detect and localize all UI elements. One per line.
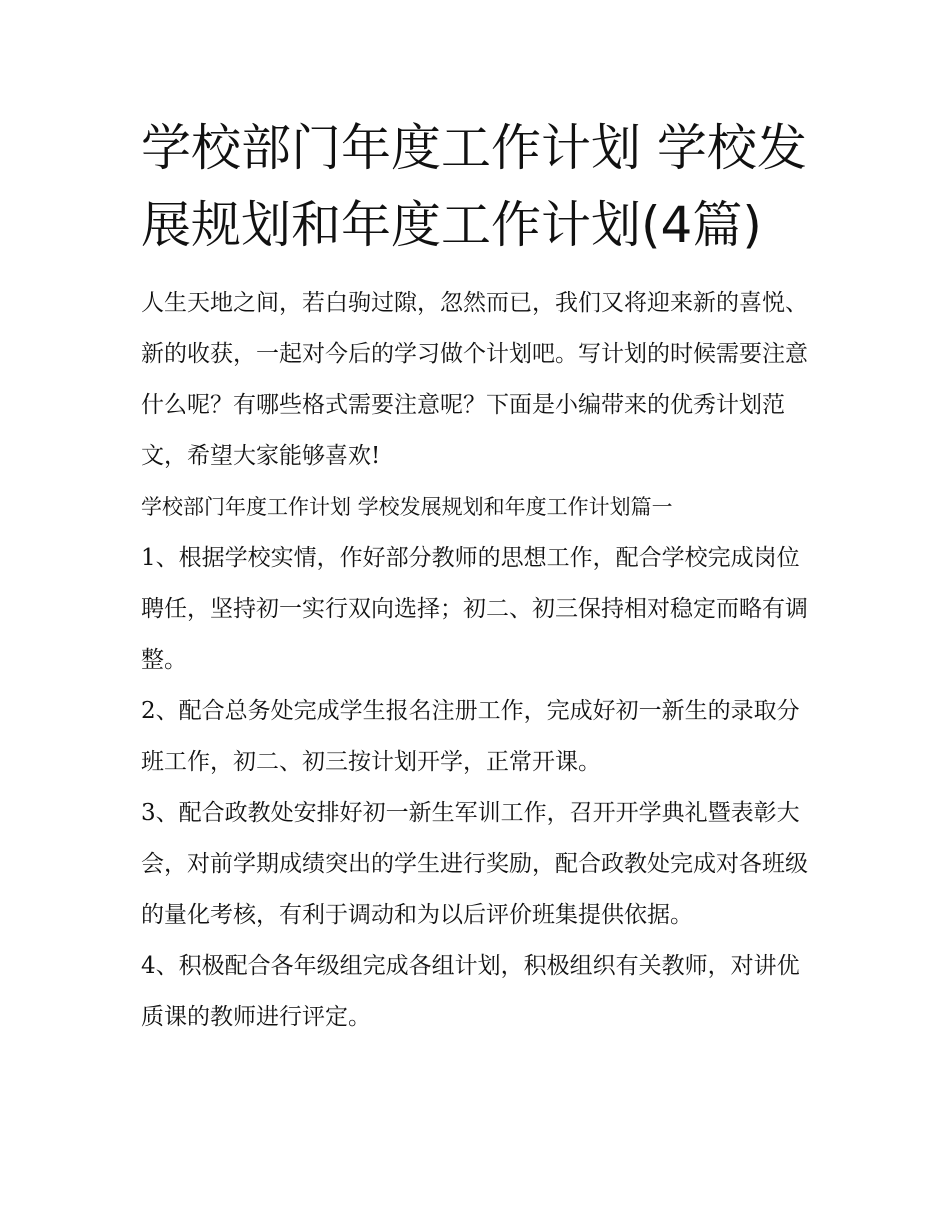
intro-paragraph: 人生天地之间，若白驹过隙，忽然而已，我们又将迎来新的喜悦、新的收获，一起对今后的学习做个计划吧。写计划的时候需要注意什么呢？有哪些格式需要注意呢？下面是小编带来的优秀计划范文，希望大家能够喜欢! [141, 290, 808, 469]
section-heading: 学校部门年度工作计划 学校发展规划和年度工作计划篇一 [141, 495, 673, 519]
document-page [141, 110, 821, 1043]
list-item: 2、配合总务处完成学生报名注册工作，完成好初一新生的录取分班工作，初二、初三按计划开学，正常开课。 [141, 698, 800, 775]
list-item: 3、配合政教处安排好初一新生军训工作，召开开学典礼暨表彰大会，对前学期成绩突出的学生进行奖励，配合政教处完成对各班级的量化考核，有利于调动和为以后评价班集提供依据。 [141, 800, 808, 928]
list-item: 1、根据学校实情，作好部分教师的思想工作，配合学校完成岗位聘任，坚持初一实行双向选择；初二、初三保持相对稳定而略有调整。 [141, 545, 808, 673]
document-title: 学校部门年度工作计划 学校发展规划和年度工作计划(4篇) [141, 119, 807, 254]
list-item: 4、积极配合各年级组完成各组计划，积极组织有关教师，对讲优质课的教师进行评定。 [141, 953, 800, 1030]
